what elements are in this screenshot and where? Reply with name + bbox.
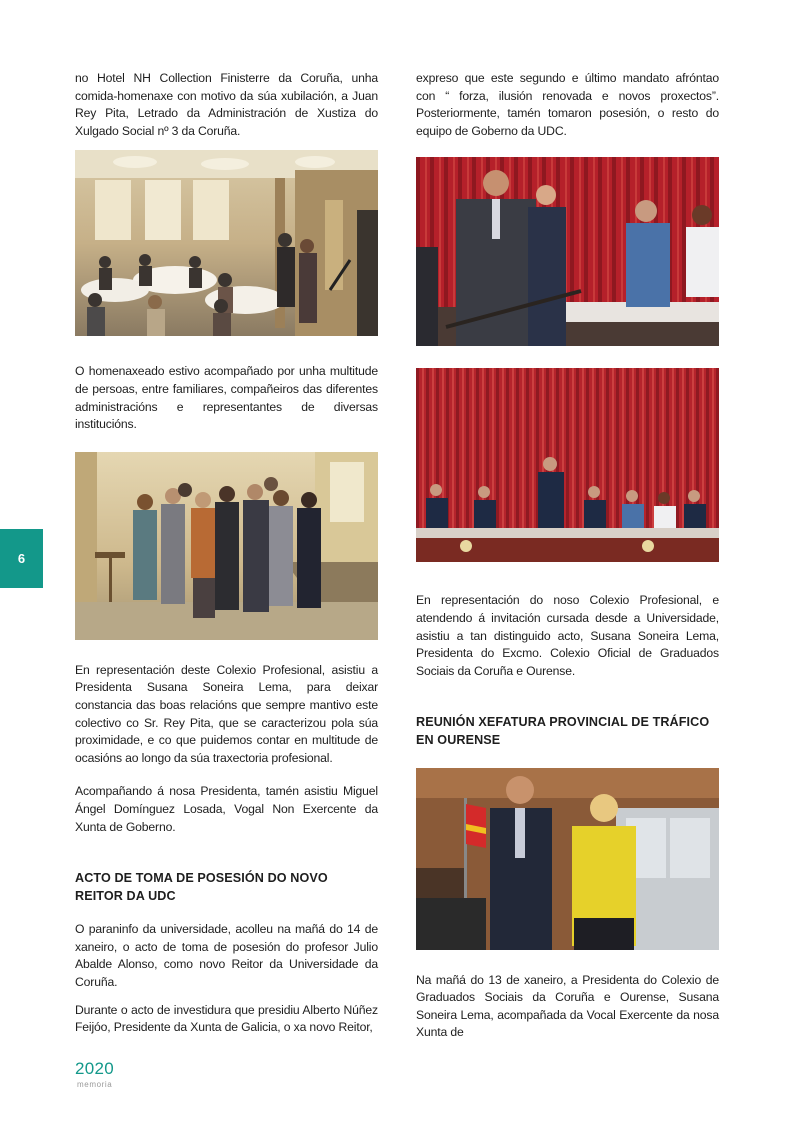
- footer-subtitle: memoria: [77, 1080, 113, 1089]
- left-paragraph-2: O homenaxeado estivo acompañado por unha multitude de persoas, entre familiares, compañeiros das diferentes administracións e representantes de diversas institucións.: [75, 364, 378, 432]
- office-meeting-photo: [416, 768, 719, 950]
- right-column: [416, 70, 719, 1042]
- left-column: [75, 70, 378, 1037]
- left-paragraph-5: O paraninfo da universidade, acolleu na mañá do 14 de xaneiro, o acto de toma de posesión do profesor Julio Abalde Alonso, como novo Reitor da Universidade da Coruña.: [75, 922, 378, 990]
- swearing-in-photo: [416, 157, 719, 346]
- left-paragraph-3: En representación deste Colexio Profesional, asistiu a Presidenta Susana Soneira Lema, para deixar constancia das boas relacións que sempre mantivo este colectivo co Sr. Rey Pita, que se caracterizou pola súa proximidade, e co que puidemos contar en multitude de ocasións ao longo da súa traxectoria profesional.: [75, 662, 378, 765]
- paraninfo-stage-photo: [416, 368, 719, 562]
- section-heading-trafico: REUNIÓN XEFATURA PROVINCIAL DE TRÁFICO EN OURENSE: [416, 715, 710, 747]
- footer-year: 2020: [75, 1059, 115, 1078]
- right-paragraph-3: Na mañá do 13 de xaneiro, a Presidenta do Colexio de Graduados Sociais da Coruña e Ourense, Susana Soneira Lema, acompañada da Vocal Exercente da nosa Xunta de: [416, 972, 719, 1040]
- right-paragraph-2: En representación do noso Colexio Profesional, e atendendo á invitación cursada desde a Universidade, asistiu a tan distinguido acto, Susana Soneira Lema, Presidenta do Excmo. Colexio Oficial de Graduados Sociais da Coruña e Ourense.: [416, 593, 719, 678]
- left-paragraph-4: Acompañando á nosa Presidenta, tamén asistiu Miguel Ángel Domínguez Losada, Vogal Non Exercente da Xunta de Goberno.: [75, 784, 378, 834]
- banquet-hall-photo: [75, 150, 378, 336]
- section-heading-reitor: ACTO DE TOMA DE POSESIÓN DO NOVO REITOR DA UDC: [75, 871, 328, 903]
- group-photo: [75, 452, 378, 640]
- left-paragraph-6: Durante o acto de investidura que presidiu Alberto Núñez Feijóo, Presidente da Xunta de Galicia, o xa novo Reitor,: [75, 1002, 378, 1035]
- right-paragraph-1: expreso que este segundo e último mandato afróntao con “ forza, ilusión renovada e novos proxectos”. Posteriormente, tamén tomaron posesión, o resto do equipo de Goberno da UDC.: [416, 71, 719, 138]
- left-paragraph-1: no Hotel NH Collection Finisterre da Coruña, unha comida-homenaxe con motivo da súa xubilación, a Juan Rey Pita, Letrado da Administración de Xustiza do Xulgado Social nº 3 da Coruña.: [75, 71, 378, 138]
- page-number-tab: 6: [0, 529, 43, 588]
